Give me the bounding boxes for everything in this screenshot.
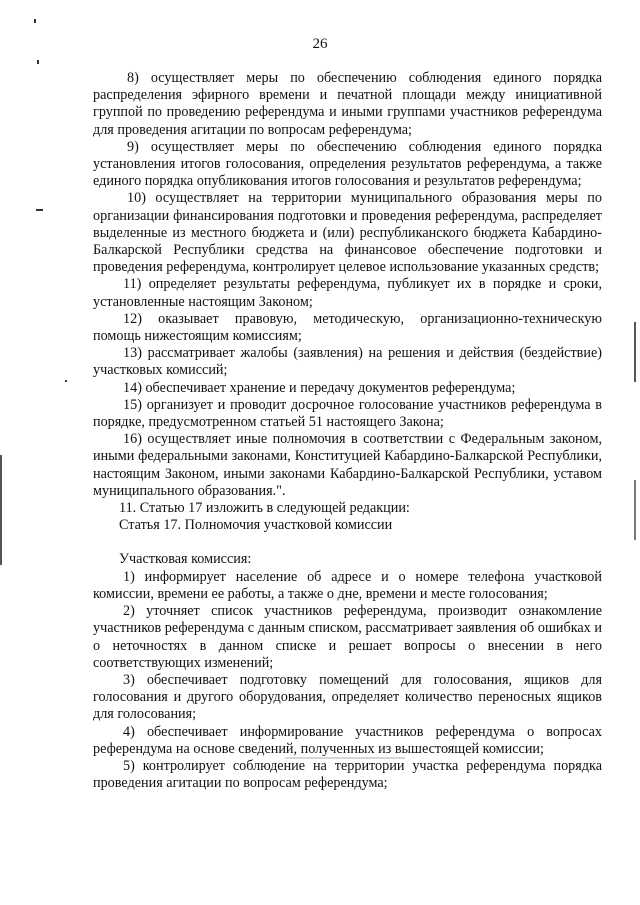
- scan-artifact: [34, 19, 36, 23]
- paragraph-gap: [93, 534, 602, 551]
- scan-artifact: [36, 209, 43, 211]
- paragraph-item-16: 16) осуществляет иные полномочия в соответствии с Федеральным законом, иными федеральными законами, Конституцией Кабардино-Балкарской Республики, настоящим Законом, иными законами Кабардино-Балкарской Республики, уставом муниципального образования.".: [93, 431, 602, 499]
- paragraph-item-13: 13) рассматривает жалобы (заявления) на решения и действия (бездействие) участковых комиссий;: [93, 345, 602, 379]
- scan-artifact: [37, 60, 39, 64]
- scan-edge-artifact: [634, 480, 636, 540]
- paragraph-item-10: 10) осуществляет на территории муниципального образования меры по организации финансирования подготовки и проведения референдума, распределяет выделенные из местного бюджета и (или) республиканского бюджета Кабардино-Балкарской Республики средства на финансовое обеспечение подготовки и проведения референдума, контролирует целевое использование указанных средств;: [93, 190, 602, 276]
- paragraph-item-14: 14) обеспечивает хранение и передачу документов референдума;: [123, 379, 516, 396]
- article-heading: Статья 17. Полномочия участковой комиссии: [119, 517, 393, 534]
- scan-edge-artifact: [0, 455, 2, 565]
- section-intro: Участковая комиссия:: [119, 551, 252, 568]
- commission-item-5: 5) контролирует соблюдение на территории участка референдума порядка проведения агитации по вопросам референдума;: [93, 757, 602, 792]
- scan-artifact: [65, 380, 67, 382]
- scan-edge-artifact: [634, 322, 636, 382]
- paragraph-item-8: 8) осуществляет меры по обеспечению соблюдения единого порядка распределения эфирного времени и печатной площади между инициативной группой по проведению референдума и иными группами участников референдума для проведения агитации по вопросам референдума;: [93, 70, 602, 138]
- commission-item-2: 2) уточняет список участников референдума, производит ознакомление участников референдума с данным списком, рассматривает заявления об ошибках и о неточностях в данном списке и решает вопросы о внесении в него соответствующих изменений;: [93, 603, 602, 671]
- amendment-instruction: 11. Статью 17 изложить в следующей редакции:: [119, 500, 410, 517]
- paragraph-item-12: 12) оказывает правовую, методическую, организационно-техническую помощь нижестоящим комиссиям;: [93, 310, 602, 345]
- page-number: 26: [312, 36, 328, 52]
- paragraph-item-9: 9) осуществляет меры по обеспечению соблюдения единого порядка установления итогов голосования, определения результатов референдума, а также единого порядка опубликования итогов голосования и результатов референдума;: [93, 138, 602, 190]
- commission-item-3: 3) обеспечивает подготовку помещений для голосования, ящиков для голосования и другого оборудования, определяет количество переносных ящиков для голосования;: [93, 671, 602, 723]
- commission-item-4: 4) обеспечивает информирование участников референдума о вопросах референдума на основе сведений, полученных из вышестоящей комиссии;: [93, 723, 602, 757]
- paragraph-item-11: 11) определяет результаты референдума, публикует их в порядке и сроки, установленные настоящим Законом;: [93, 276, 602, 310]
- document-body: [93, 70, 602, 792]
- commission-item-1: 1) информирует население об адресе и о номере телефона участковой комиссии, времени ее работы, а также о дне, времени и месте голосования;: [93, 568, 602, 602]
- paragraph-item-15: 15) организует и проводит досрочное голосование участников референдума в порядке, предусмотренном статьей 51 настоящего Закона;: [93, 396, 602, 431]
